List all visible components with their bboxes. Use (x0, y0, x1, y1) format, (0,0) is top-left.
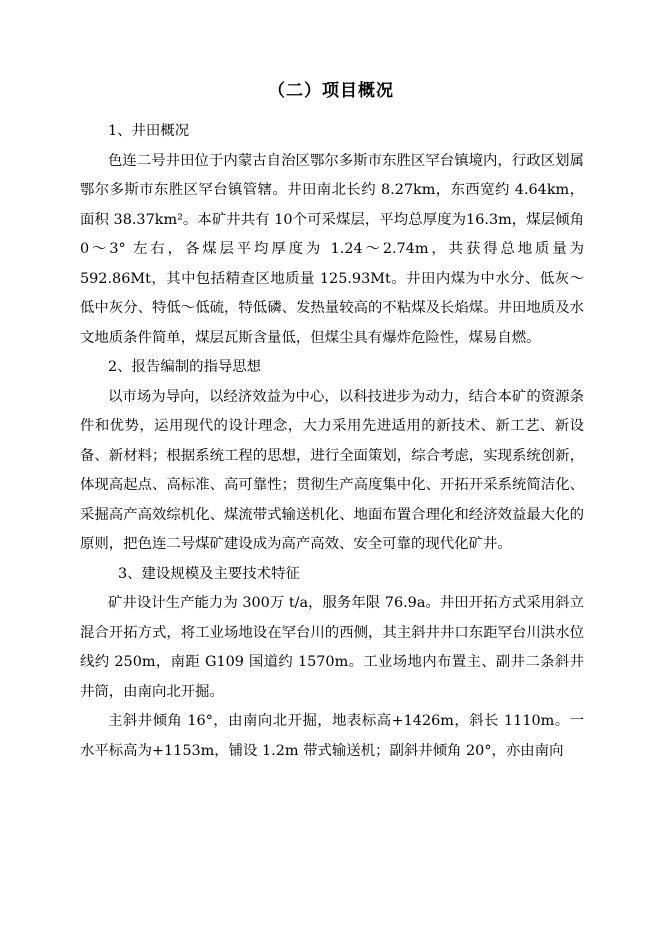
section-3-paragraph-1: 矿井设计生产能力为 300万 t/a，服务年限 76.9a。井田开拓方式采用斜立混合开拓方式，将工业场地设在罕台川的西侧，其主斜井井口东距罕台川洪水位线约 250m，南距 G109 国道约 1570m。工业场地内布置主、副井二条斜井井筒，由南向北开掘。 (80, 595, 584, 700)
document-body (80, 117, 584, 766)
section-1-paragraph: 色连二号井田位于内蒙古自治区鄂尔多斯市东胜区罕台镇境内，行政区划属鄂尔多斯市东胜区罕台镇管辖。井田南北长约 8.27km，东西宽约 4.64km，面积 38.37km²。本矿井共有 10个可采煤层，平均总厚度为16.3m，煤层倾角 0～3° 左右，各煤层平均厚度为 1.24～2.74m，共获得总地质量为 592.86Mt，其中包括精查区地质量 125.93Mt。井田内煤为中水分、低灰～低中灰分、特低～低硫，特低磷、发热量较高的不粘煤及长焰煤。井田地质及水文地质条件简单，煤层瓦斯含量低，但煤尘具有爆炸危险性，煤易自燃。 (80, 152, 584, 346)
section-2-paragraph: 以市场为导向，以经济效益为中心，以科技进步为动力，结合本矿的资源条件和优势，运用现代的设计理念，大力采用先进适用的新技术、新工艺、新设备、新材料；根据系统工程的思想，进行全面策划，综合考虑，实现系统创新，体现高起点、高标准、高可靠性；贯彻生产高度集中化、开拓开采系统简洁化、采掘高产高效综机化、煤流带式输送机化、地面布置合理化和经济效益最大化的原则，把色连二号煤矿建设成为高产高效、安全可靠的现代化矿井。 (80, 388, 584, 552)
section-3-paragraph-2: 主斜井倾角 16°，由南向北开掘，地表标高+1426m，斜长 1110m。一水平标高为+1153m，铺设 1.2m 带式输送机；副斜井倾角 20°，亦由南向 (80, 713, 584, 759)
section-heading-2: 2、报告编制的指导思想 (108, 359, 262, 375)
section-heading-1: 1、井田概况 (108, 123, 190, 139)
page-title: （二）项目概况 (268, 81, 394, 101)
section-heading-3: 3、建设规模及主要技术特征 (118, 565, 300, 582)
